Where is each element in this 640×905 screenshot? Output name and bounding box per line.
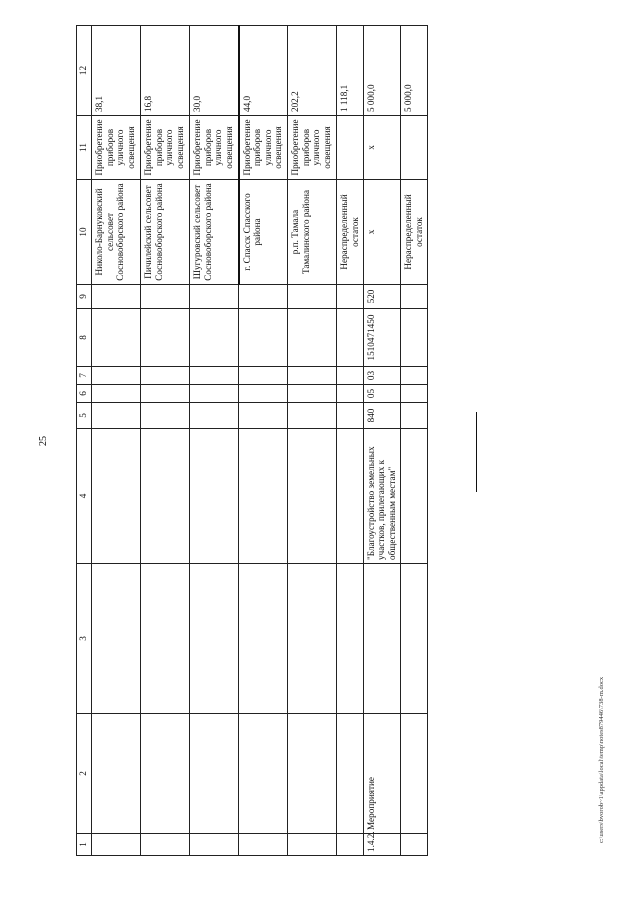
table-cell-c11: Приобретение приборов уличного освещения <box>92 116 141 180</box>
table-cell-c3 <box>337 564 364 714</box>
column-header: 4 <box>77 429 92 564</box>
table-cell-c8 <box>288 309 337 367</box>
table-cell-c10: Шугуровский сельсовет Сосновоборского района <box>190 180 239 285</box>
table-cell-c9 <box>92 285 141 309</box>
table-cell-c7 <box>337 367 364 385</box>
table-cell-c1 <box>141 834 190 856</box>
table-cell-c9 <box>141 285 190 309</box>
table-cell-c4: "Благоустройство земельных участков, прилегающих к общественным местам" <box>363 429 401 564</box>
table-cell-c5: 840 <box>363 403 401 429</box>
table-row <box>363 26 401 856</box>
table-cell-c2 <box>92 714 141 834</box>
table-cell-c12: 202,2 <box>288 26 337 116</box>
table-row <box>92 26 141 856</box>
table-cell-c8 <box>92 309 141 367</box>
column-header: 3 <box>77 564 92 714</box>
table-cell-c7: 03 <box>363 367 401 385</box>
table-cell-c4 <box>141 429 190 564</box>
table-cell-c12: 30,0 <box>190 26 239 116</box>
table-cell-c4 <box>288 429 337 564</box>
table-cell-c7 <box>141 367 190 385</box>
table-cell-c3 <box>401 564 428 714</box>
table-cell-c7 <box>239 367 288 385</box>
table-cell-c8 <box>190 309 239 367</box>
table-cell-c11 <box>401 116 428 180</box>
table-cell-c11 <box>337 116 364 180</box>
column-header: 8 <box>77 309 92 367</box>
table-cell-c12: 44,0 <box>239 26 288 116</box>
column-header: 2 <box>77 714 92 834</box>
table-cell-c3 <box>239 564 288 714</box>
table-cell-c12: 5 000,0 <box>401 26 428 116</box>
table-cell-c2 <box>190 714 239 834</box>
table-cell-c2 <box>337 714 364 834</box>
table-cell-c5 <box>239 403 288 429</box>
table-cell-c7 <box>92 367 141 385</box>
column-header: 6 <box>77 385 92 403</box>
table-cell-c7 <box>401 367 428 385</box>
table-cell-c2: Мероприятие <box>363 714 401 834</box>
table-cell-c6 <box>92 385 141 403</box>
table-cell-c5 <box>288 403 337 429</box>
column-header: 12 <box>77 26 92 116</box>
table-row <box>239 26 288 856</box>
table-cell-c5 <box>337 403 364 429</box>
table-cell-c8 <box>337 309 364 367</box>
table-cell-c8 <box>239 309 288 367</box>
table-cell-c3 <box>288 564 337 714</box>
table-cell-c11: х <box>363 116 401 180</box>
end-rule <box>476 412 477 492</box>
table-cell-c9 <box>288 285 337 309</box>
page-number: 25 <box>38 436 49 446</box>
table-cell-c7 <box>190 367 239 385</box>
table-cell-c5 <box>190 403 239 429</box>
table-cell-c5 <box>401 403 428 429</box>
table-cell-c12: 16,8 <box>141 26 190 116</box>
table-cell-c8 <box>141 309 190 367</box>
table-cell-c2 <box>239 714 288 834</box>
table-cell-c1 <box>239 834 288 856</box>
table-cell-c10: р.п. Тамала Тамалинского района <box>288 180 337 285</box>
table-row <box>401 26 428 856</box>
table-cell-c9 <box>239 285 288 309</box>
table-cell-c10: Нераспределенный остаток <box>401 180 428 285</box>
table-row <box>141 26 190 856</box>
table-cell-c10: Нераспределенный остаток <box>337 180 364 285</box>
table-cell-c6 <box>239 385 288 403</box>
table-cell-c10: х <box>363 180 401 285</box>
table-cell-c9: 520 <box>363 285 401 309</box>
table-cell-c2 <box>288 714 337 834</box>
table-cell-c4 <box>239 429 288 564</box>
table-cell-c3 <box>190 564 239 714</box>
table-cell-c6 <box>401 385 428 403</box>
table-cell-c9 <box>401 285 428 309</box>
table-cell-c6 <box>288 385 337 403</box>
table-cell-c1 <box>288 834 337 856</box>
table-cell-c11: Приобретение приборов уличного освещения <box>141 116 190 180</box>
table-cell-c6 <box>141 385 190 403</box>
table-cell-c1 <box>337 834 364 856</box>
table-cell-c10: Николо-Барнуковский сельсовет Сосновоборского района <box>92 180 141 285</box>
budget-table <box>76 25 428 856</box>
table-cell-c11: Приобретение приборов уличного освещения <box>288 116 337 180</box>
table-cell-c6 <box>337 385 364 403</box>
table-cell-c1: 1.4.2. <box>363 834 401 856</box>
table-cell-c8 <box>401 309 428 367</box>
column-header: 7 <box>77 367 92 385</box>
table-cell-c2 <box>141 714 190 834</box>
table-cell-c1 <box>190 834 239 856</box>
table-cell-c4 <box>190 429 239 564</box>
column-header: 11 <box>77 116 92 180</box>
table-cell-c9 <box>190 285 239 309</box>
footer-path: c:\users\bvorob~1\appdata\local\temp\notes879446\738-m.docx <box>598 676 605 843</box>
table-cell-c1 <box>401 834 428 856</box>
header-row <box>77 26 92 856</box>
budget-table-rotated <box>76 26 428 856</box>
table-cell-c11: Приобретение приборов уличного освещения <box>190 116 239 180</box>
table-cell-c12: 38,1 <box>92 26 141 116</box>
table-cell-c5 <box>141 403 190 429</box>
table-cell-c12: 1 118,1 <box>337 26 364 116</box>
table-row <box>337 26 364 856</box>
table-cell-c3 <box>363 564 401 714</box>
table-row <box>190 26 239 856</box>
table-cell-c2 <box>401 714 428 834</box>
table-cell-c4 <box>92 429 141 564</box>
table-cell-c10: Пичилейский сельсовет Сосновоборского района <box>141 180 190 285</box>
table-cell-c8: 1510471450 <box>363 309 401 367</box>
column-header: 10 <box>77 180 92 285</box>
table-cell-c10: г. Спасск Спасского района <box>239 180 288 285</box>
table-cell-c4 <box>401 429 428 564</box>
table-cell-c6 <box>190 385 239 403</box>
column-header: 1 <box>77 834 92 856</box>
column-header: 9 <box>77 285 92 309</box>
table-cell-c1 <box>92 834 141 856</box>
table-cell-c12: 5 000,0 <box>363 26 401 116</box>
table-cell-c3 <box>92 564 141 714</box>
table-row <box>288 26 337 856</box>
table-cell-c3 <box>141 564 190 714</box>
table-cell-c4 <box>337 429 364 564</box>
table-cell-c9 <box>337 285 364 309</box>
table-cell-c6: 05 <box>363 385 401 403</box>
table-cell-c11: Приобретение приборов уличного освещения <box>239 116 288 180</box>
table-cell-c5 <box>92 403 141 429</box>
table-cell-c7 <box>288 367 337 385</box>
column-header: 5 <box>77 403 92 429</box>
